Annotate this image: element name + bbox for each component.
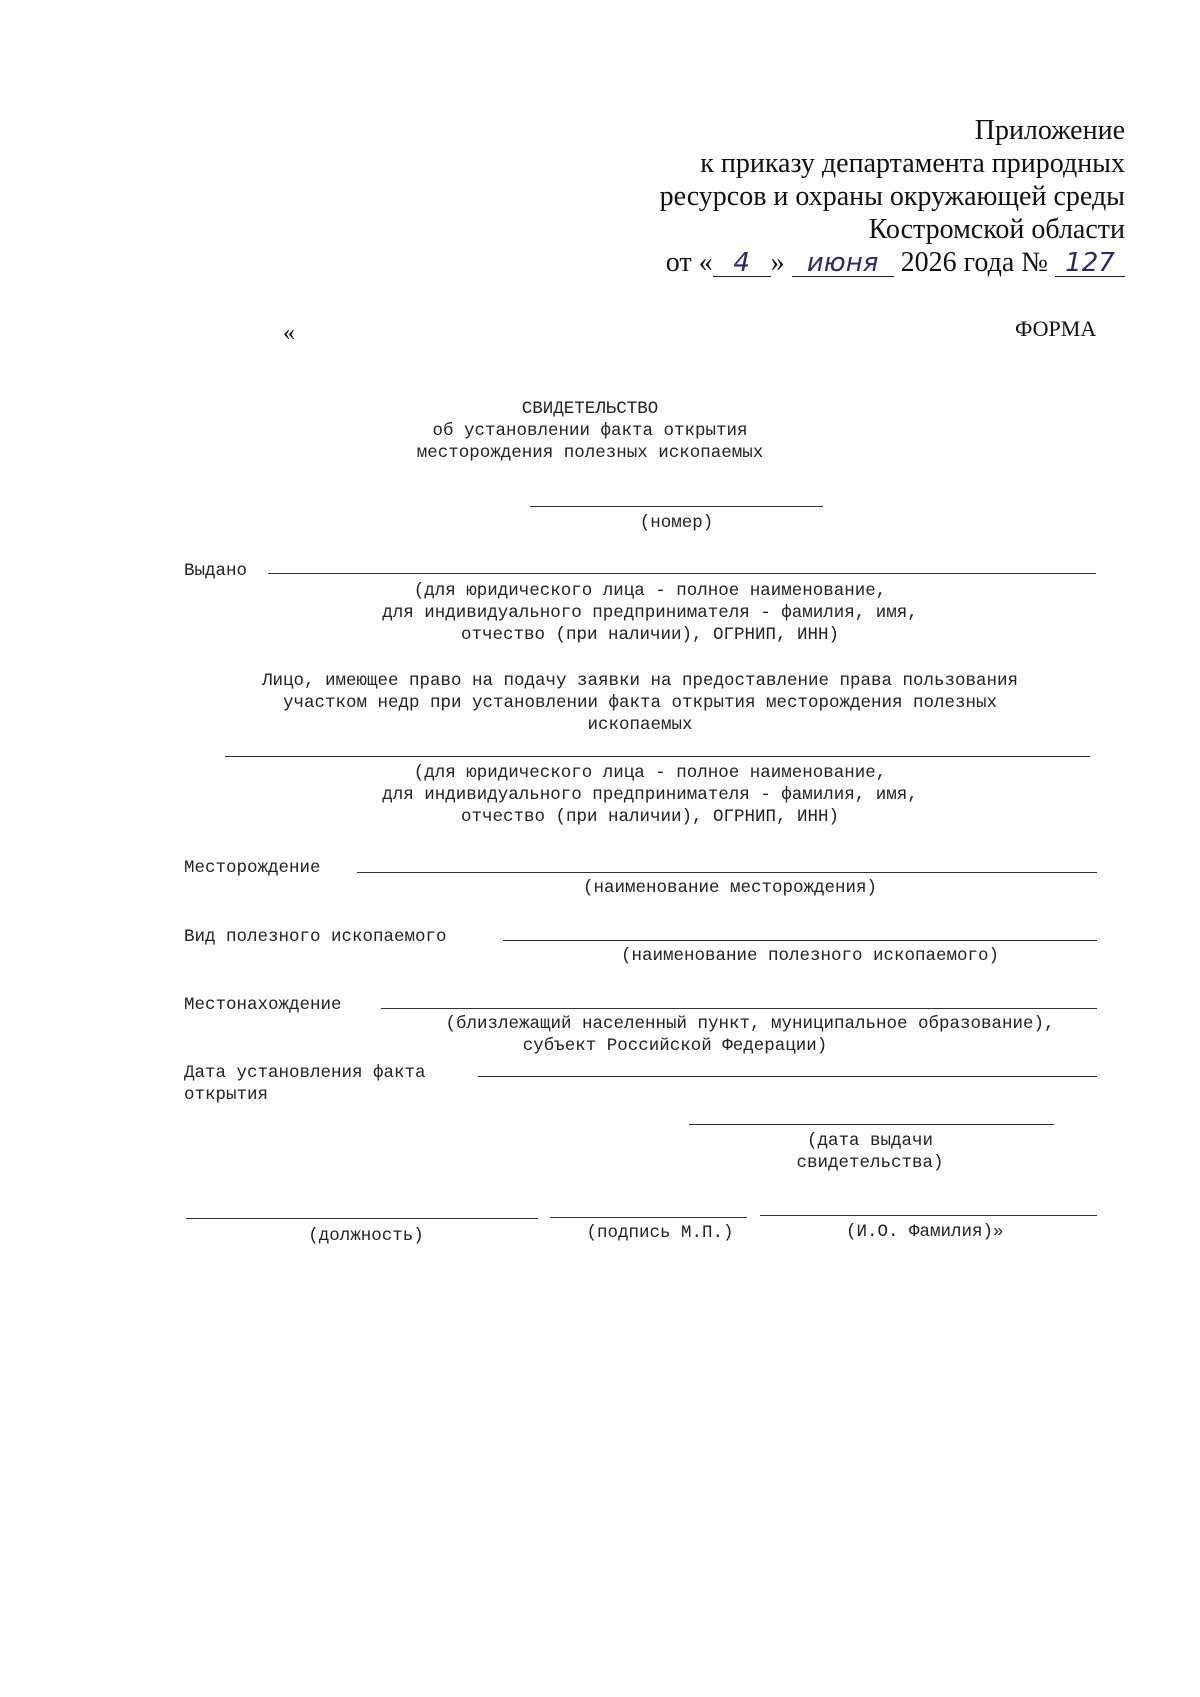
- issued-hint: [300, 580, 1000, 646]
- header-date-line: [605, 246, 1125, 279]
- mineral-line: [503, 940, 1097, 941]
- issued-hint-3: отчество (при наличии), ОГРНИП, ИНН): [460, 625, 840, 645]
- header-line-2: к приказу департамента природных: [700, 148, 1125, 179]
- position-line: [186, 1218, 538, 1219]
- signature-line: [550, 1217, 747, 1218]
- entitled-person-text: [170, 670, 1110, 736]
- order-header: [605, 114, 1125, 279]
- discovery-date-label-1: Дата установления факта: [184, 1063, 426, 1083]
- handwritten-day: 4: [713, 250, 771, 277]
- location-hint-2: субъект Российской Федерации): [522, 1036, 828, 1056]
- person-text-1: Лицо, имеющее право на подачу заявки на предоставление права пользования: [261, 671, 1019, 691]
- name-caption: (И.О. Фамилия)»: [846, 1222, 1004, 1242]
- date-mid: »: [770, 247, 785, 278]
- discovery-date-label: [184, 1062, 426, 1106]
- title-line-3: месторождения полезных ископаемых: [416, 443, 764, 463]
- issue-date-hint-2: свидетельства): [796, 1153, 944, 1173]
- certificate-title: [340, 398, 840, 464]
- issue-date-hint-1: (дата выдачи: [806, 1131, 934, 1151]
- header-line-3: ресурсов и охраны окружающей среды: [659, 181, 1125, 212]
- mineral-label: Вид полезного ископаемого: [184, 927, 447, 947]
- position-caption: (должность): [308, 1226, 424, 1246]
- location-line: [381, 1008, 1097, 1009]
- date-prefix: от «: [665, 247, 713, 278]
- person-line: [225, 756, 1090, 757]
- title-line-1: СВИДЕТЕЛЬСТВО: [521, 399, 659, 419]
- person-hint: [300, 762, 1000, 828]
- issued-label: Выдано: [184, 561, 248, 581]
- header-line-1: Приложение: [974, 115, 1125, 146]
- deposit-line: [357, 872, 1097, 873]
- discovery-date-line: [478, 1076, 1097, 1077]
- form-label: ФОРМА: [1015, 316, 1097, 341]
- deposit-hint: (наименование месторождения): [582, 878, 878, 898]
- number-line: [530, 506, 823, 507]
- open-quote: «: [283, 320, 295, 346]
- location-hint: [390, 1013, 1110, 1057]
- issued-hint-2: для индивидуального предпринимателя - фамилия, имя,: [382, 603, 918, 623]
- number-caption: (номер): [639, 513, 714, 533]
- title-line-2: об установлении факта открытия: [432, 421, 748, 441]
- person-hint-2: для индивидуального предпринимателя - фамилия, имя,: [382, 785, 918, 805]
- handwritten-order-number: 127: [1055, 250, 1125, 277]
- location-label: Местонахождение: [184, 995, 342, 1015]
- issued-line: [268, 573, 1096, 574]
- discovery-date-label-2: открытия: [184, 1085, 269, 1105]
- person-hint-3: отчество (при наличии), ОГРНИП, ИНН): [460, 807, 840, 827]
- mineral-hint: (наименование полезного ископаемого): [620, 946, 1000, 966]
- issue-date-hint: [740, 1130, 1000, 1174]
- person-text-3: ископаемых: [587, 715, 693, 735]
- header-line-4: Костромской области: [868, 214, 1125, 245]
- person-hint-1: (для юридического лица - полное наименование,: [413, 763, 887, 783]
- person-text-2: участком недр при установлении факта открытия месторождения полезных: [282, 693, 998, 713]
- name-line: [760, 1215, 1097, 1216]
- location-hint-1: (близлежащий населенный пункт, муниципальное образование),: [445, 1014, 1055, 1034]
- issued-hint-1: (для юридического лица - полное наименование,: [413, 581, 887, 601]
- handwritten-month: июня: [792, 250, 894, 277]
- deposit-label: Месторождение: [184, 858, 321, 878]
- issue-date-line: [689, 1124, 1054, 1125]
- signature-caption: (подпись М.П.): [586, 1223, 734, 1243]
- date-suffix: 2026 года №: [900, 247, 1048, 278]
